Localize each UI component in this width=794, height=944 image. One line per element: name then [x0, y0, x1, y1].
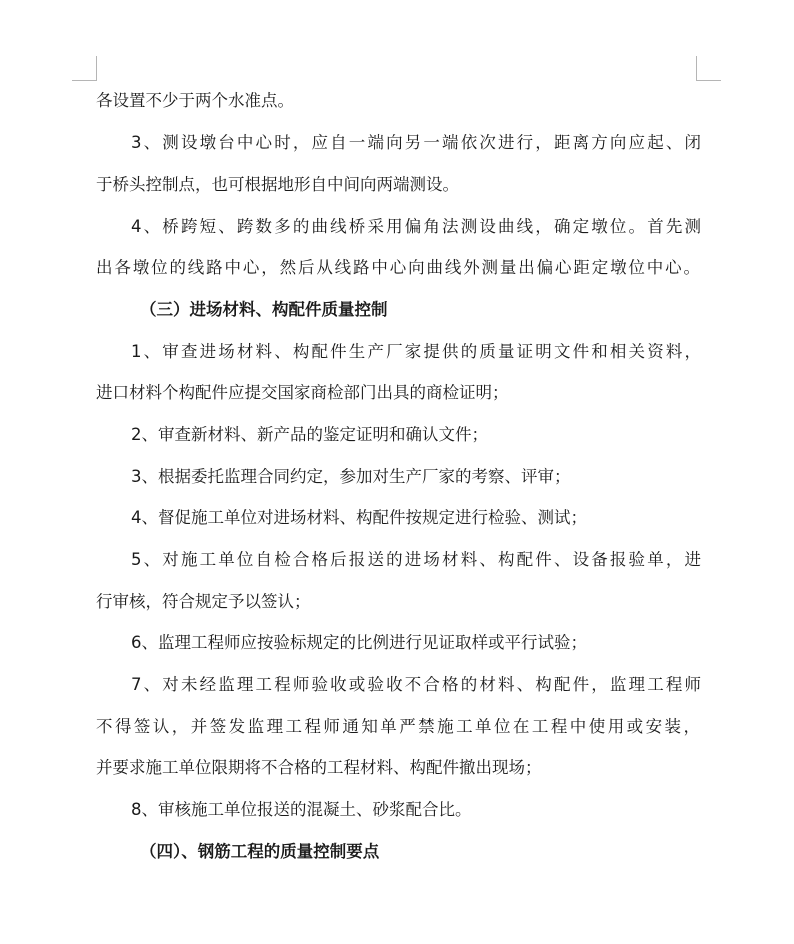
paragraph-line: 行审核，符合规定予以签认；	[96, 592, 311, 611]
paragraph-line: 于桥头控制点，也可根据地形自中间向两端测设。	[96, 175, 459, 194]
paragraph-line: 6、监理工程师应按验标规定的比例进行见证取样或平行试验；	[131, 633, 587, 652]
paragraph-line: 2、审查新材料、新产品的鉴定证明和确认文件；	[131, 425, 488, 444]
margin-corner-mark-right	[696, 56, 721, 81]
paragraph-line: 7、对未经监理工程师验收或验收不合格的材料、构配件，监理工程师	[131, 675, 701, 694]
paragraph-line: 并要求施工单位限期将不合格的工程材料、构配件撤出现场；	[96, 758, 542, 777]
paragraph-line: 出各墩位的线路中心，然后从线路中心向曲线外测量出偏心距定墩位中心。	[96, 258, 700, 277]
paragraph-line: 1、审查进场材料、构配件生产厂家提供的质量证明文件和相关资料，	[131, 342, 701, 361]
section-heading: （四）、钢筋工程的质量控制要点	[140, 842, 380, 861]
paragraph-line: 4、桥跨短、跨数多的曲线桥采用偏角法测设曲线，确定墩位。首先测	[131, 217, 701, 236]
paragraph-line: 4、督促施工单位对进场材料、构配件按规定进行检验、测试；	[131, 508, 587, 527]
section-heading: （三）进场材料、构配件质量控制	[140, 300, 388, 319]
paragraph-line: 3、根据委托监理合同约定，参加对生产厂家的考察、评审；	[131, 467, 571, 486]
margin-corner-mark-left	[72, 56, 97, 81]
paragraph-line: 8、审核施工单位报送的混凝土、砂浆配合比。	[131, 800, 472, 819]
paragraph-line: 不得签认，并签发监理工程师通知单严禁施工单位在工程中使用或安装，	[96, 717, 700, 736]
paragraph-line: 3、测设墩台中心时，应自一端向另一端依次进行，距离方向应起、闭	[131, 133, 701, 152]
paragraph-line: 进口材料个构配件应提交国家商检部门出具的商检证明；	[96, 383, 509, 402]
paragraph-line: 各设置不少于两个水准点。	[96, 91, 294, 110]
paragraph-line: 5、对施工单位自检合格后报送的进场材料、构配件、设备报验单，进	[131, 550, 701, 569]
